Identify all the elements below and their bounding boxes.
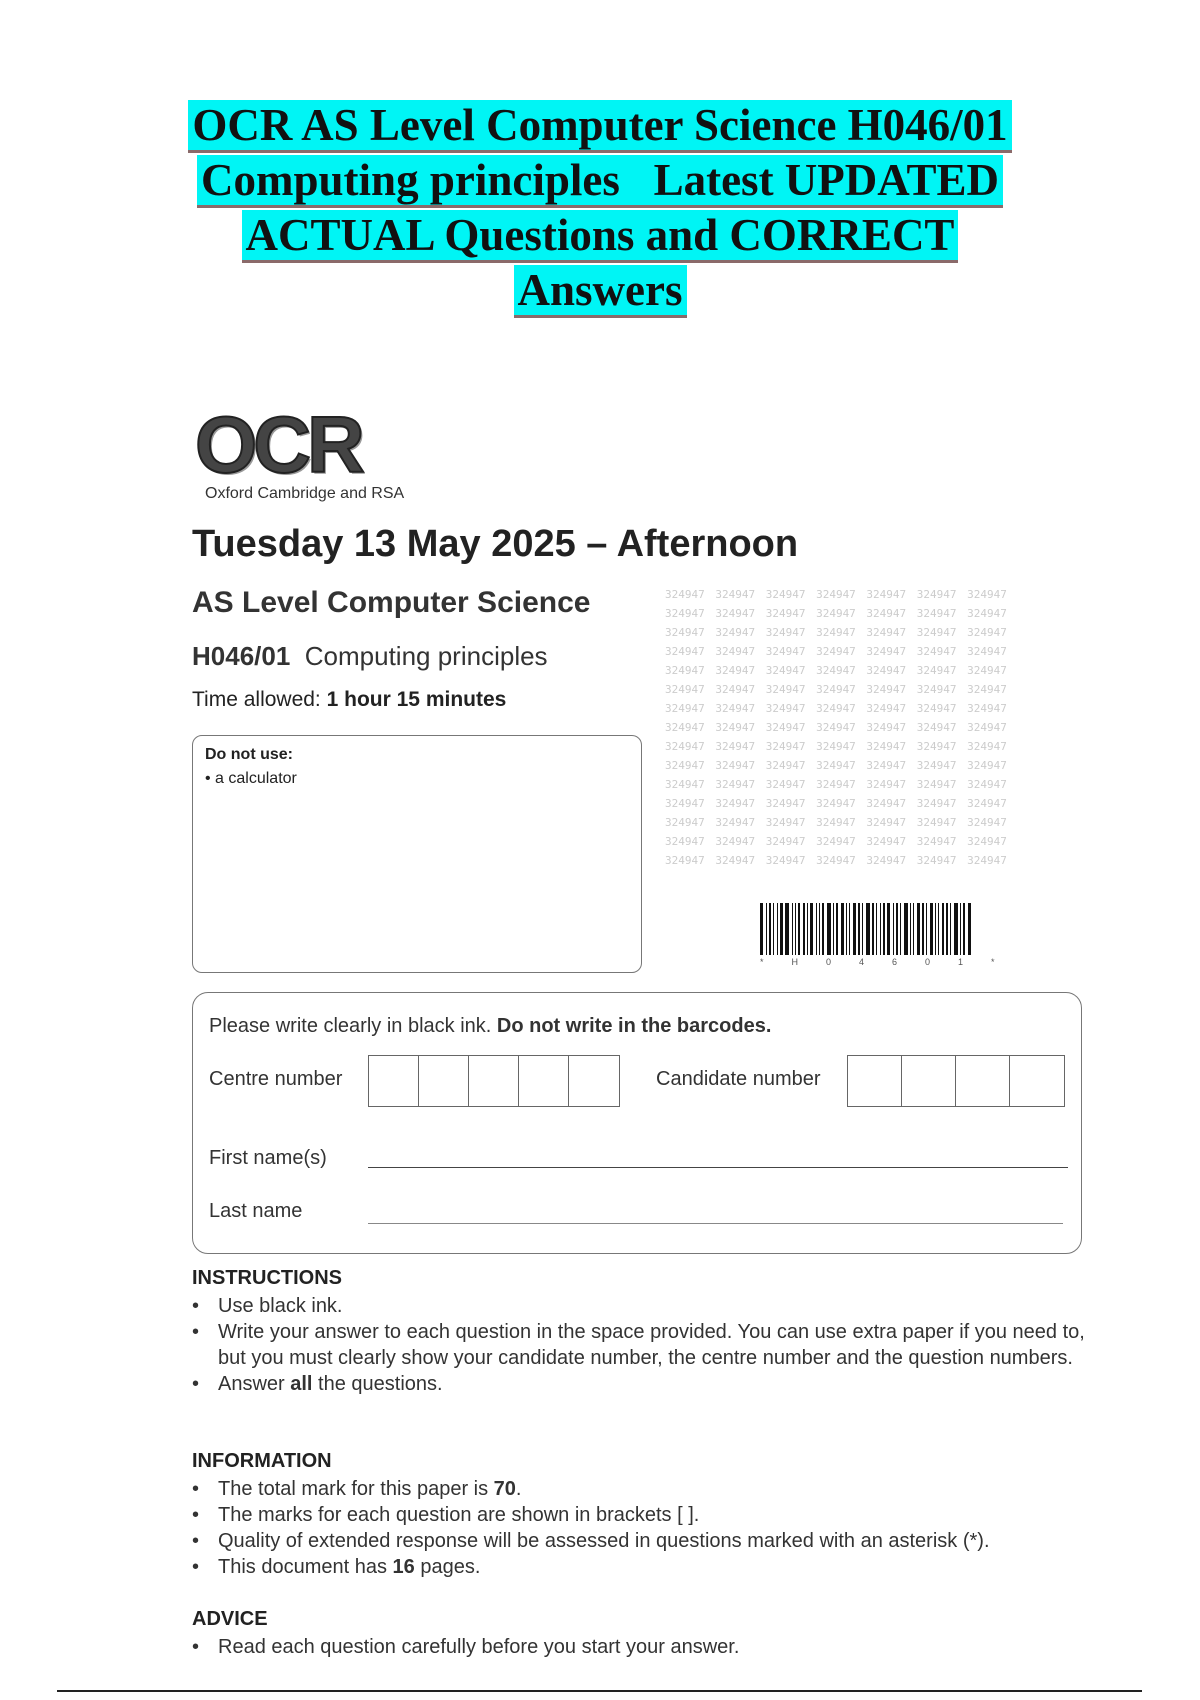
barcode-bar	[795, 903, 796, 955]
barcode-bar	[827, 903, 831, 955]
paper-code: H046/01	[192, 641, 291, 671]
barcode-bar	[858, 903, 860, 955]
exam-level: AS Level Computer Science	[192, 586, 591, 619]
barcode-bar	[819, 903, 820, 955]
barcode-bar	[803, 903, 805, 955]
barcode-bar	[833, 903, 834, 955]
barcode-bar	[769, 903, 771, 955]
barcode-bar	[766, 903, 767, 955]
barcode-bar	[785, 903, 789, 955]
barcode-bar	[883, 903, 885, 955]
footer-rule	[57, 1690, 1142, 1692]
barcode-bar	[926, 903, 927, 955]
title-line: ACTUAL Questions and CORRECT	[242, 210, 959, 263]
logo-mark: OCR	[195, 400, 361, 489]
ocr-logo	[195, 400, 405, 503]
text: the questions.	[312, 1373, 443, 1395]
exam-date: Tuesday 13 May 2025 – Afternoon	[192, 523, 799, 565]
note-bold: Do not write in the barcodes.	[496, 1015, 772, 1037]
barcode-bar	[780, 903, 783, 955]
barcode-bar	[876, 903, 877, 955]
barcode-bar	[777, 903, 778, 955]
first-name-input[interactable]	[368, 1167, 1068, 1168]
form-note	[209, 1015, 771, 1038]
do-not-use-box	[192, 735, 642, 973]
candidate-number-label: Candidate number	[656, 1068, 821, 1090]
barcode-bar	[917, 903, 920, 955]
text-bold: all	[290, 1373, 313, 1395]
barcode-bar	[896, 903, 898, 955]
logo-subtitle: Oxford Cambridge and RSA	[205, 485, 405, 502]
text: The total mark for this paper is	[218, 1478, 494, 1500]
barcode-bar	[846, 903, 847, 955]
text: .	[515, 1478, 522, 1500]
barcode-bar	[798, 903, 800, 955]
barcode-bar	[893, 903, 894, 955]
centre-number-input[interactable]	[368, 1055, 620, 1107]
barcode-bar	[935, 903, 936, 955]
last-name-label: Last name	[209, 1200, 303, 1222]
barcode-bar	[841, 903, 844, 955]
total-mark: 70	[493, 1478, 516, 1500]
advice-list	[190, 1634, 1090, 1660]
instructions-list	[190, 1293, 1090, 1397]
barcode-bar	[822, 903, 824, 955]
barcode-bar	[853, 903, 856, 955]
barcode-bar	[807, 903, 808, 955]
barcode-bar	[836, 903, 838, 955]
information-list	[190, 1476, 1090, 1580]
document-title	[0, 98, 1200, 318]
text: This document has	[218, 1556, 393, 1578]
instruction-item	[190, 1371, 1090, 1397]
barcode-bar	[792, 903, 793, 955]
title-line: Answers	[514, 265, 687, 318]
barcode-bar	[910, 903, 911, 955]
text: Answer	[218, 1373, 291, 1395]
barcode-bar	[816, 903, 817, 955]
barcode	[760, 903, 1050, 973]
paper-name: Computing principles	[304, 641, 548, 671]
barcode-bar	[849, 903, 850, 955]
title-line: OCR AS Level Computer Science H046/01	[188, 100, 1011, 153]
barcode-bars	[760, 903, 1050, 955]
first-name-label: First name(s)	[209, 1147, 327, 1169]
instruction-item: • Use black ink.	[190, 1293, 1090, 1319]
barcode-bar	[760, 903, 763, 955]
barcode-bar	[773, 903, 774, 955]
exam-code	[192, 641, 548, 672]
barcode-bar	[862, 903, 863, 955]
text: pages.	[414, 1556, 481, 1578]
centre-number-label: Centre number	[209, 1068, 343, 1090]
barcode-bar	[950, 903, 951, 955]
time-allowed	[192, 688, 506, 712]
information-item: • Quality of extended response will be assessed in questions marked with an asterisk (*).	[190, 1528, 1090, 1554]
barcode-bar	[942, 903, 944, 955]
advice-heading: ADVICE	[192, 1608, 268, 1630]
barcode-bar	[900, 903, 901, 955]
advice-item: • Read each question carefully before you start your answer.	[190, 1634, 1090, 1660]
information-heading: INFORMATION	[192, 1450, 332, 1472]
barcode-bar	[913, 903, 914, 955]
do-not-use-heading: Do not use:	[205, 746, 293, 763]
information-item: • The marks for each question are shown in brackets [ ].	[190, 1502, 1090, 1528]
watermark-pattern: 324947 324947 324947 324947 324947 324947 324947 324947 324947 324947 324947 324947 324947 324947 324947 324947 324947 324947 324947 324947 324947 324947 324947 324947 324947 324947 324947 324947 324947 324947 324947 324947 324947 324947 324947 324947 324947 324947 324947 324947 324947 324947 324947 324947 324947 324947 324947 324947 324947 324947 324947 324947 324947 324947 324947 324947 324947 324947 324947 324947 324947 324947 324947 324947 324947 324947 324947 324947 324947 324947 324947 324947 324947 324947 324947 324947 324947 324947 324947 324947 324947 324947 324947 324947 324947 324947 324947 324947 324947 324947 324947 324947 324947 324947 324947 324947 324947 324947 324947 324947 324947 324947 324947 324947 324947	[665, 588, 1007, 867]
information-item	[190, 1476, 1090, 1502]
barcode-bar	[887, 903, 890, 955]
do-not-use-item: • a calculator	[205, 770, 297, 787]
time-label: Time allowed:	[192, 688, 321, 711]
barcode-bar	[922, 903, 924, 955]
barcode-bar	[938, 903, 939, 955]
barcode-bar	[810, 903, 813, 955]
barcode-bar	[880, 903, 881, 955]
instruction-item: • Write your answer to each question in the space provided. You can use extra paper if you need to, but you must clearly show your candidate number, the centre number and the question numbers.	[190, 1319, 1090, 1371]
title-line: Computing principles Latest UPDATED	[197, 155, 1003, 208]
candidate-number-input[interactable]	[847, 1055, 1065, 1107]
note-plain: Please write clearly in black ink.	[209, 1015, 492, 1037]
information-item	[190, 1554, 1090, 1580]
barcode-bar	[904, 903, 908, 955]
candidate-details-form	[192, 992, 1082, 1254]
barcode-bar	[954, 903, 958, 955]
barcode-bar	[946, 903, 948, 955]
barcode-bar	[968, 903, 971, 955]
barcode-bar	[872, 903, 874, 955]
item-text: a calculator	[215, 770, 297, 787]
barcode-text: *H04601*	[760, 957, 1023, 967]
time-value: 1 hour 15 minutes	[326, 688, 507, 711]
barcode-bar	[963, 903, 965, 955]
barcode-bar	[866, 903, 870, 955]
last-name-input[interactable]	[368, 1223, 1063, 1224]
barcode-bar	[930, 903, 933, 955]
page-count: 16	[392, 1556, 415, 1578]
instructions-heading: INSTRUCTIONS	[192, 1267, 342, 1289]
barcode-bar	[960, 903, 961, 955]
